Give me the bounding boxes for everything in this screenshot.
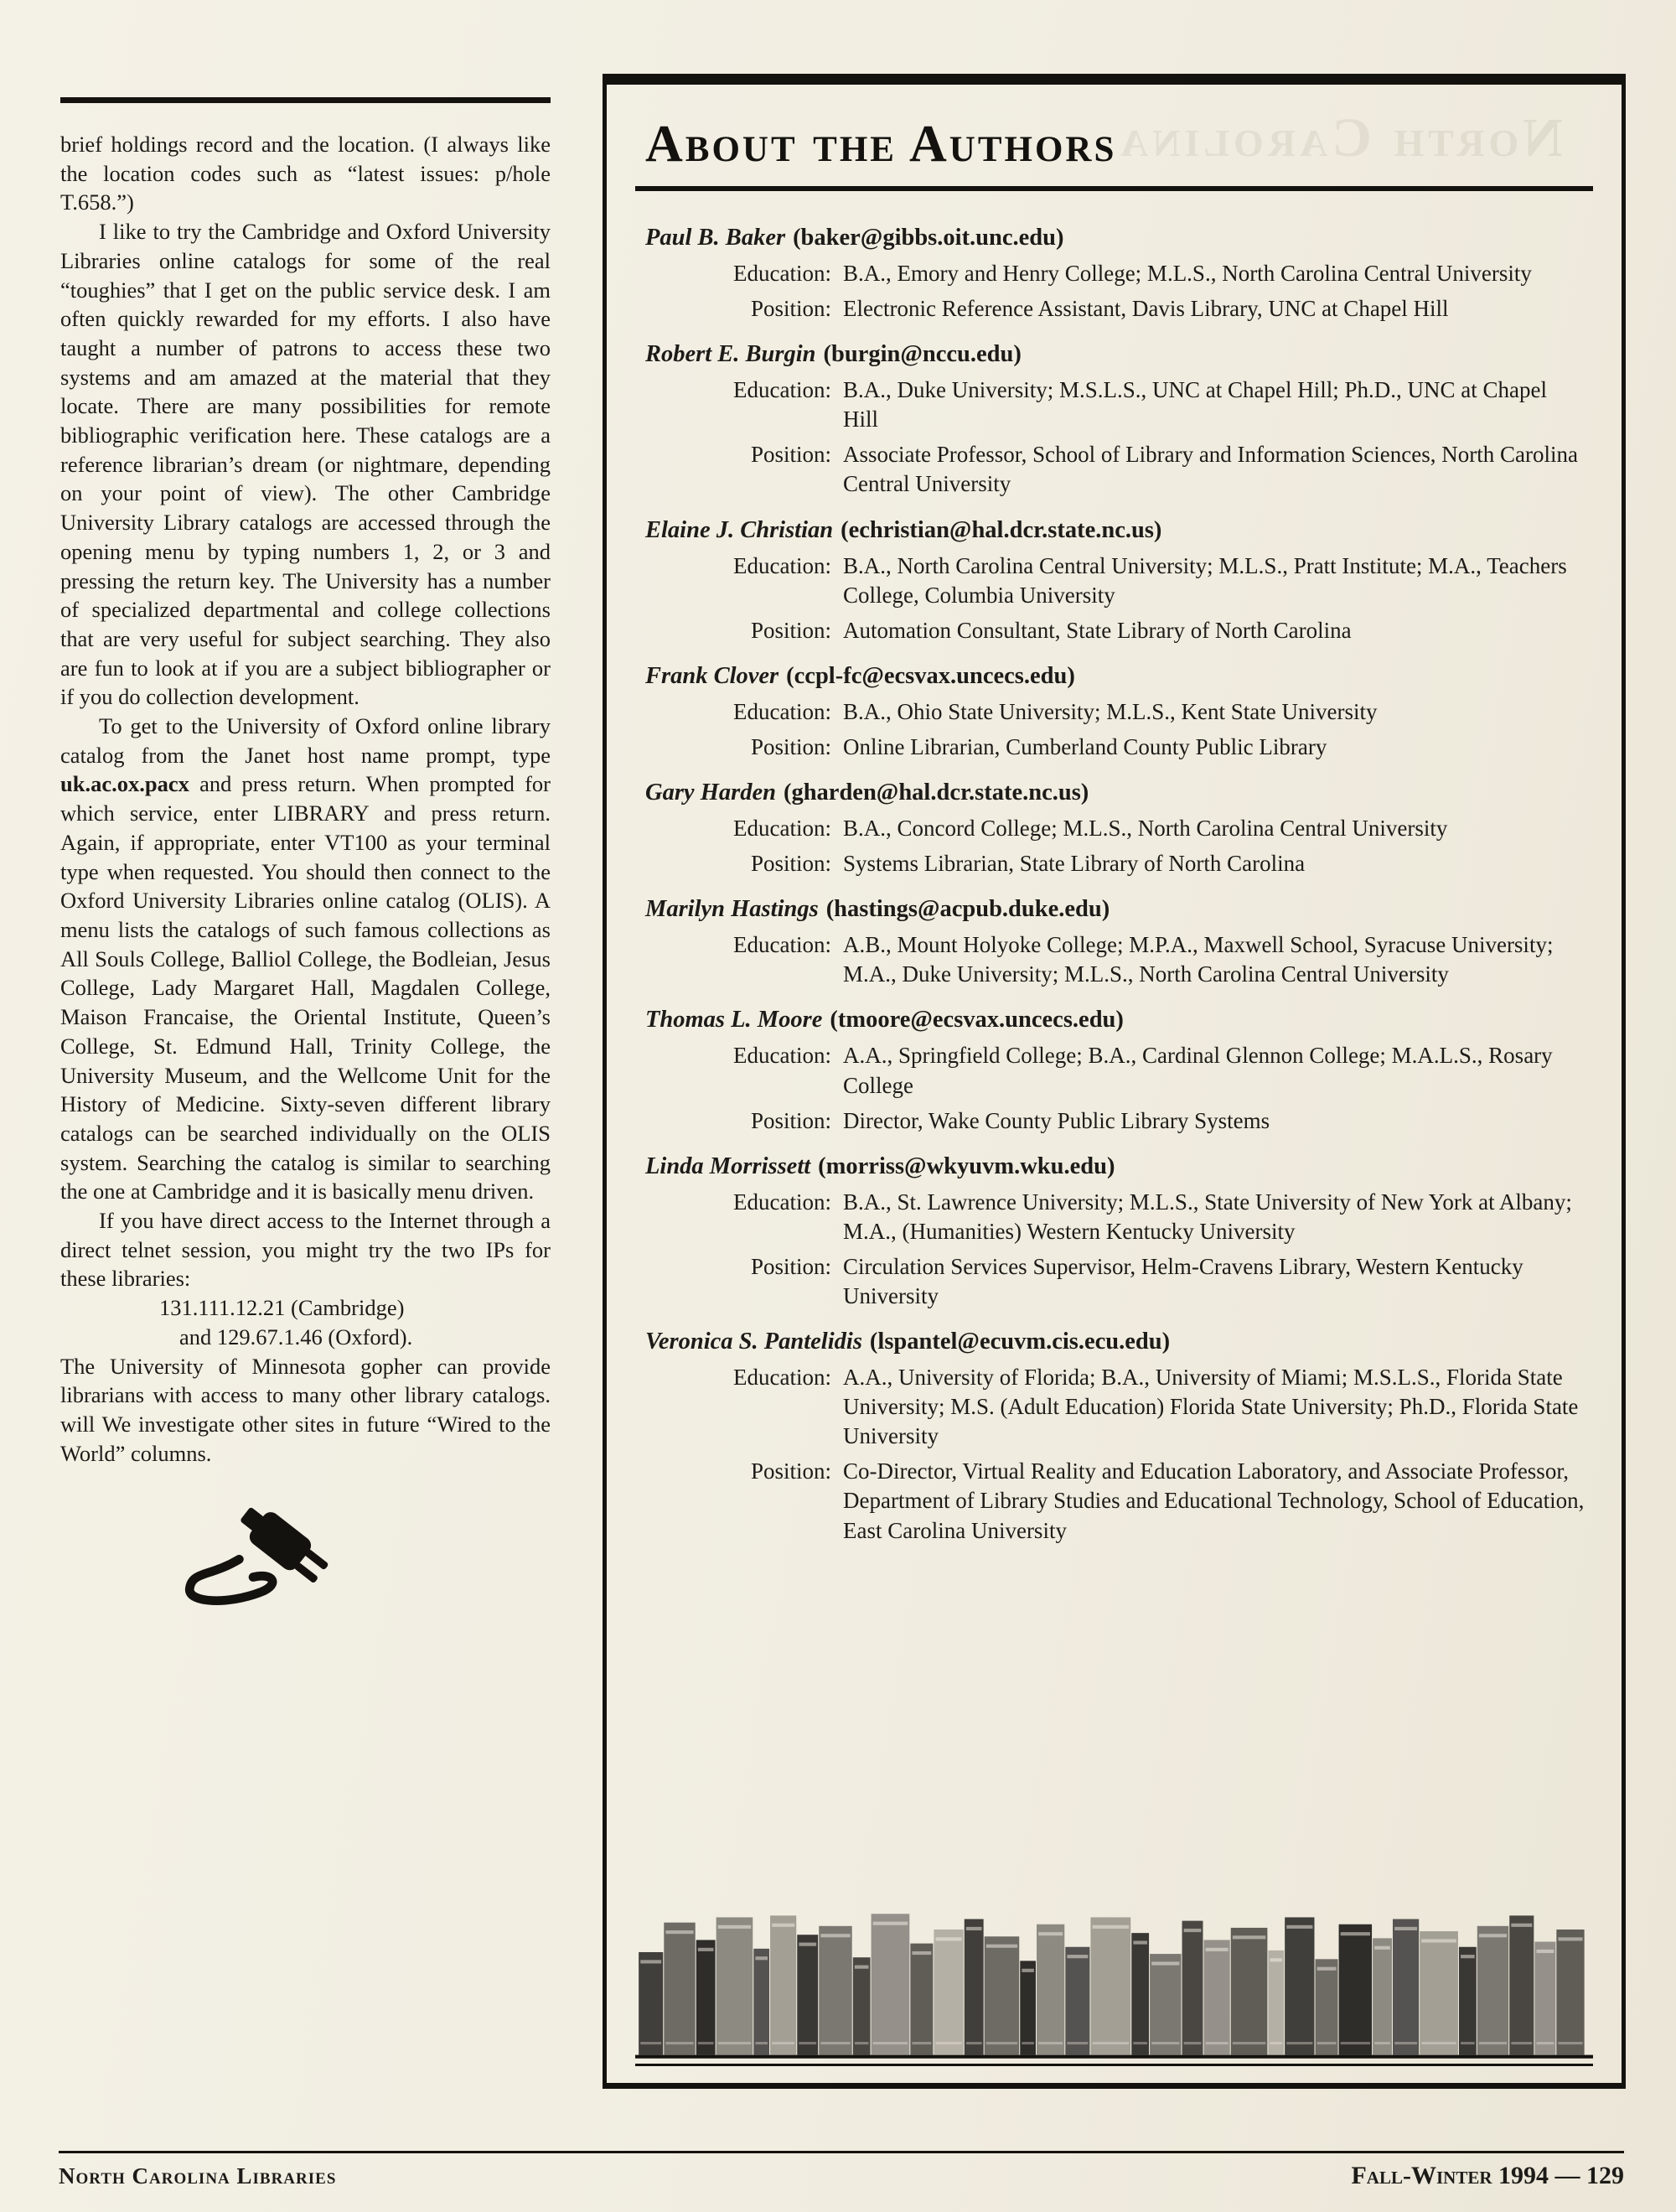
author-entry <box>645 780 1586 878</box>
author-email: (baker@gibbs.oit.unc.edu) <box>793 225 1064 251</box>
author-name-line <box>645 896 1586 923</box>
page-footer <box>59 2151 1624 2190</box>
author-entry <box>645 1329 1586 1546</box>
education-label: Education: <box>733 1043 831 1069</box>
column-top-rule <box>60 97 551 103</box>
position-value: Circulation Services Supervisor, Helm-Cravens Library, Western Kentucky University <box>843 1253 1523 1308</box>
author-name: Paul B. Baker <box>645 225 786 251</box>
author-entry <box>645 1153 1586 1311</box>
education-label: Education: <box>733 377 831 403</box>
author-entry <box>645 663 1586 762</box>
education-label: Education: <box>733 816 831 842</box>
author-entry <box>645 517 1586 645</box>
education-row <box>645 552 1586 610</box>
education-row <box>645 1041 1586 1100</box>
position-row <box>645 1457 1586 1545</box>
author-name: Linda Morrissett <box>645 1153 811 1179</box>
authors-list <box>635 225 1593 1563</box>
author-email: (echristian@hal.dcr.state.nc.us) <box>841 516 1162 543</box>
author-email: (gharden@hal.dcr.state.nc.us) <box>783 780 1089 806</box>
issue-page-number: Fall-Winter 1994 — 129 <box>1351 2162 1624 2189</box>
article-paragraph: I like to try the Cambridge and Oxford University Libraries online catalogs for some of the real “toughies” that I get on the public service desk. I am often quickly rewarded for my efforts. I also have taught a number of patrons to access these two systems and am amazed at the material that they locate. There are many possibilities for remote bibliographic verification here. These catalogs are a reference librarian’s dream (or nightmare, depending on your point of view). The other Cambridge University Library catalogs are accessed through the opening menu by typing numbers 1, 2, or 3 and pressing the return key. The University has a number of specialized departmental and college collections that are very useful for subject searching. They also are fun to look at if you are a subject bibliographer or if you do collection development. <box>60 219 551 710</box>
position-value: Online Librarian, Cumberland County Public Library <box>843 733 1327 759</box>
author-name-line <box>645 1329 1586 1355</box>
education-value: A.A., Springfield College; B.A., Cardinal Glennon College; M.A.L.S., Rosary College <box>843 1043 1553 1098</box>
position-row <box>645 1252 1586 1311</box>
education-label: Education: <box>733 261 831 286</box>
education-row <box>645 697 1586 727</box>
journal-name: North Carolina Libraries <box>59 2163 337 2189</box>
author-email: (tmoore@ecsvax.uncecs.edu) <box>830 1007 1124 1033</box>
author-name-line <box>645 517 1586 544</box>
position-label: Position: <box>750 1107 831 1133</box>
position-value: Director, Wake County Public Library Systems <box>843 1107 1270 1133</box>
education-value: B.A., Duke University; M.S.L.S., UNC at Chapel Hill; Ph.D., UNC at Chapel Hill <box>843 377 1547 433</box>
author-entry <box>645 225 1586 324</box>
author-email: (morriss@wkyuvm.wku.edu) <box>818 1153 1115 1179</box>
education-value: A.B., Mount Holyoke College; M.P.A., Maxwell School, Syracuse University; M.A., Duke University; M.L.S., North Carolina Central University <box>843 932 1554 987</box>
article-paragraph <box>60 712 551 1206</box>
education-label: Education: <box>733 1365 831 1391</box>
author-email: (ccpl-fc@ecsvax.uncecs.edu) <box>786 662 1075 689</box>
ip-address-line: and 129.67.1.46 (Oxford). <box>179 1324 413 1349</box>
position-row <box>645 733 1586 762</box>
education-row <box>645 376 1586 434</box>
position-row <box>645 1106 1586 1136</box>
education-row <box>645 814 1586 843</box>
position-label: Position: <box>750 1458 831 1484</box>
position-row <box>645 440 1586 499</box>
author-name: Marilyn Hastings <box>645 896 819 923</box>
position-value: Systems Librarian, State Library of North Carolina <box>843 851 1306 877</box>
position-label: Position: <box>750 617 831 643</box>
education-value: A.A., University of Florida; B.A., University of Miami; M.S.L.S., Florida State University; M.S. (Adult Education) Florida State University; Ph.D., Florida State University <box>843 1365 1579 1449</box>
author-entry <box>645 341 1586 499</box>
paragraph-text: To get to the University of Oxford online library catalog from the Janet host name prompt, type <box>60 713 551 768</box>
author-name: Elaine J. Christian <box>645 516 834 543</box>
ghost-showthrough-text: North Carolina <box>1116 107 1563 168</box>
education-label: Education: <box>733 932 831 958</box>
ip-address-line: 131.111.12.21 (Cambridge) <box>159 1295 405 1321</box>
paragraph-text: and press return. When prompted for which service, enter LIBRARY and press return. Again, if appropriate, enter VT100 as your terminal type when requested. You should then connect to the Oxford University Libraries online catalog (OLIS). A menu lists the catalogs of such famous collections as All Souls College, Balliol College, the Bodleian, Jesus College, Lady Margaret Hall, Magdalen College, Maison Francaise, the Oriental Institute, Queen’s College, St. Edmund Hall, Trinity College, the University Museum, and the Wellcome Unit for the History of Medicine. Sixty-seven different library catalogs can be searched individually on the OLIS system. Searching the catalog is similar to searching the one at Cambridge and it is basically menu driven. <box>60 771 551 1204</box>
article-column <box>60 74 551 1612</box>
education-row <box>645 1188 1586 1246</box>
plug-icon-graphic <box>178 1488 366 1612</box>
position-row <box>645 616 1586 645</box>
education-row <box>645 1363 1586 1451</box>
author-name-line <box>645 780 1586 806</box>
position-value: Associate Professor, School of Library and Information Sciences, North Carolina Central University <box>843 442 1578 497</box>
author-name: Gary Harden <box>645 780 776 806</box>
section-title: About the Authors <box>645 116 1117 173</box>
title-rule <box>635 186 1593 191</box>
author-entry <box>645 896 1586 989</box>
position-value: Automation Consultant, State Library of North Carolina <box>843 617 1352 643</box>
janet-address-text: uk.ac.ox.pacx <box>60 771 189 797</box>
education-label: Education: <box>733 698 831 724</box>
plug-icon <box>178 1488 366 1612</box>
position-value: Electronic Reference Assistant, Davis Library, UNC at Chapel Hill <box>843 296 1449 322</box>
about-authors-box <box>603 74 1626 2089</box>
author-name: Robert E. Burgin <box>645 341 816 368</box>
author-name: Thomas L. Moore <box>645 1007 823 1033</box>
author-name: Veronica S. Pantelidis <box>645 1329 862 1355</box>
author-email: (hastings@acpub.duke.edu) <box>825 896 1110 923</box>
author-email: (lspantel@ecuvm.cis.ecu.edu) <box>869 1329 1171 1355</box>
author-name-line <box>645 341 1586 368</box>
author-name-line <box>645 663 1586 690</box>
author-name-line <box>645 1153 1586 1180</box>
position-label: Position: <box>750 296 831 322</box>
author-name-line <box>645 225 1586 251</box>
education-value: B.A., St. Lawrence University; M.L.S., State University of New York at Albany; M.A., (Humanities) Western Kentucky University <box>843 1189 1572 1244</box>
bookshelf-graphic <box>635 1900 1593 2064</box>
article-paragraph: brief holdings record and the location. (I always like the location codes such as “latest issues: p/hole T.658.”) <box>60 132 551 215</box>
education-value: B.A., Concord College; M.L.S., North Carolina Central University <box>843 816 1448 842</box>
position-label: Position: <box>750 851 831 877</box>
education-value: B.A., Ohio State University; M.L.S., Kent State University <box>843 698 1378 724</box>
education-row <box>645 930 1586 989</box>
article-paragraph: If you have direct access to the Internet through a direct telnet session, you might try the two IPs for these libraries: <box>60 1208 551 1292</box>
education-value: B.A., Emory and Henry College; M.L.S., North Carolina Central University <box>843 261 1532 286</box>
author-entry <box>645 1007 1586 1135</box>
education-row <box>645 259 1586 288</box>
position-row <box>645 294 1586 324</box>
position-row <box>645 849 1586 878</box>
article-paragraph: The University of Minnesota gopher can provide librarians with access to many other library catalogs. will We investigate other sites in future “Wired to the World” columns. <box>60 1353 551 1466</box>
author-email: (burgin@nccu.edu) <box>823 341 1022 368</box>
education-value: B.A., North Carolina Central University; M.L.S., Pratt Institute; M.A., Teachers College, Columbia University <box>843 552 1567 608</box>
author-name-line <box>645 1007 1586 1033</box>
education-label: Education: <box>733 552 831 578</box>
author-name: Frank Clover <box>645 662 779 689</box>
books-illustration <box>635 1893 1593 2066</box>
education-label: Education: <box>733 1189 831 1215</box>
position-label: Position: <box>750 1253 831 1279</box>
position-label: Position: <box>750 733 831 759</box>
position-label: Position: <box>750 442 831 468</box>
position-value: Co-Director, Virtual Reality and Education Laboratory, and Associate Professor, Department of Library Studies and Educational Technology, School of Education, East Carolina University <box>843 1458 1585 1543</box>
